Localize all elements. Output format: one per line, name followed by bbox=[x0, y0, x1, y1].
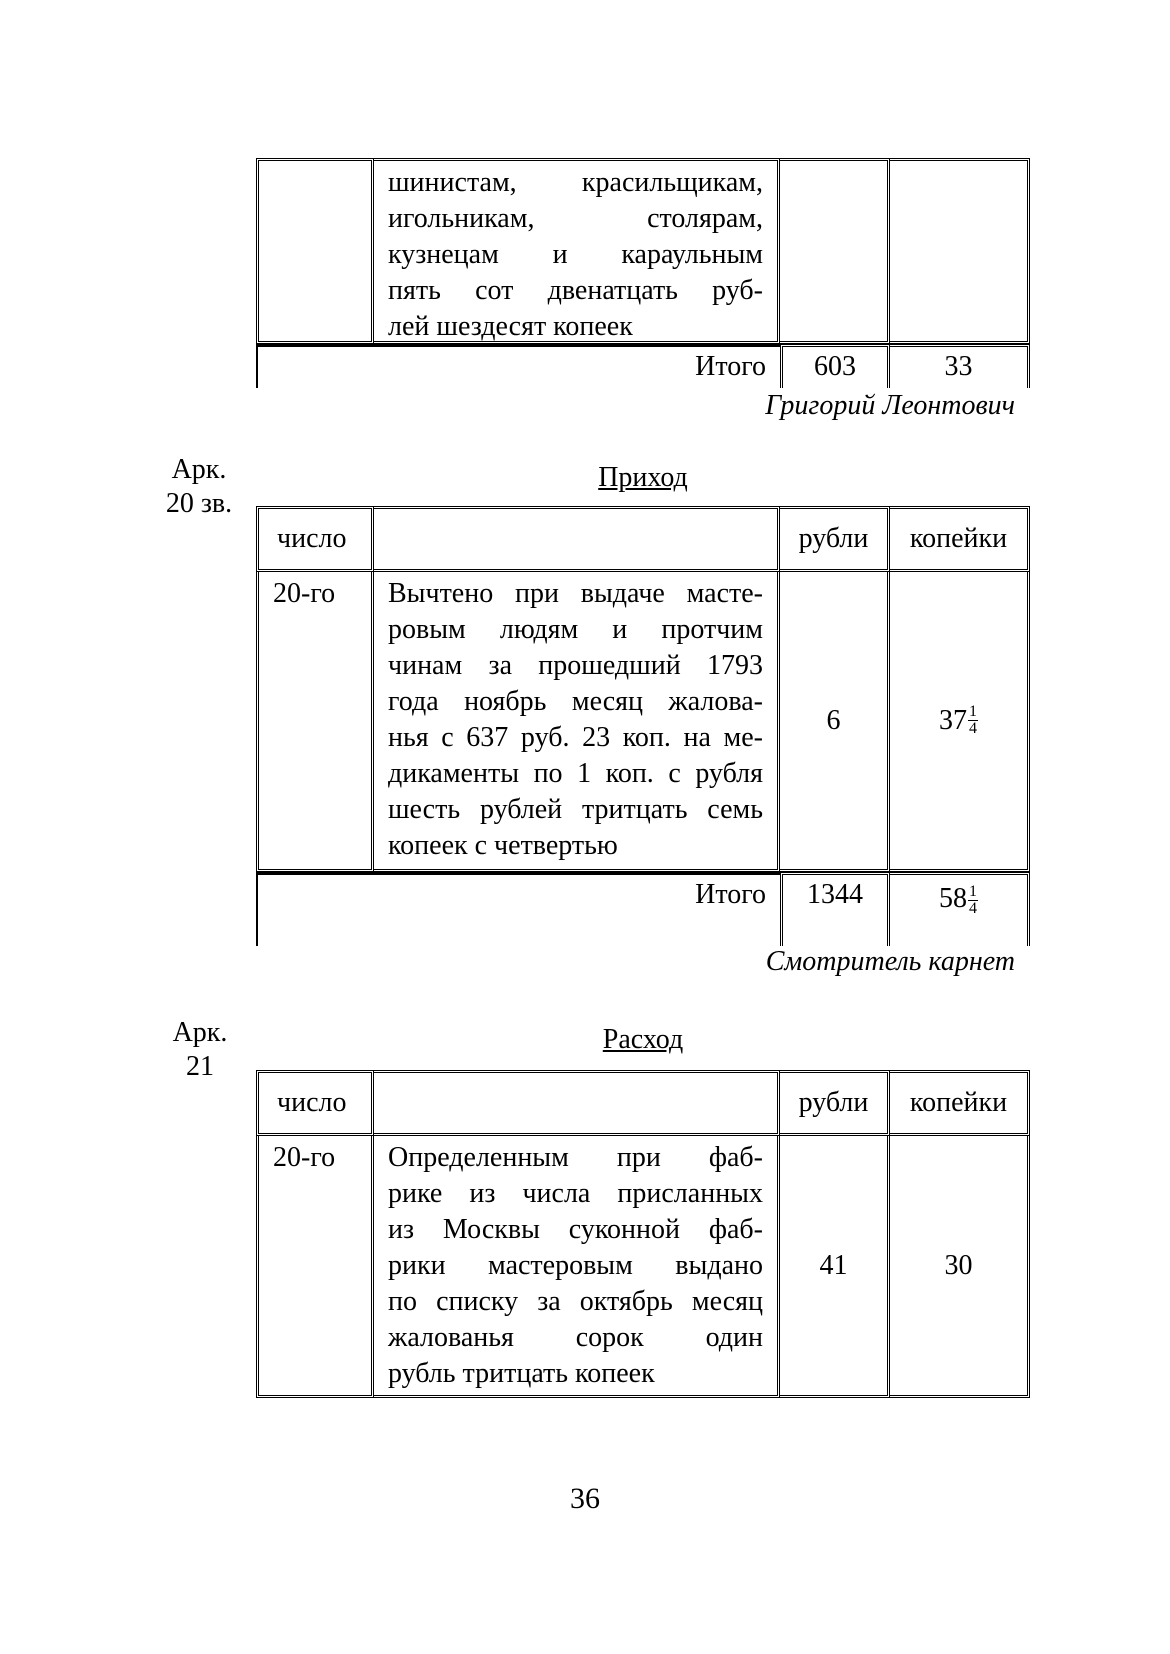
top-ledger-table bbox=[256, 158, 1032, 388]
archive-ref bbox=[154, 453, 244, 521]
kopecks-cell bbox=[890, 1136, 1030, 1398]
table-row bbox=[256, 158, 1032, 344]
description-line: года ноябрь месяц жалова- bbox=[388, 686, 763, 717]
total-kopecks-value: 58 bbox=[939, 883, 967, 914]
table-row bbox=[256, 572, 1032, 872]
description-line: шесть рублей тритцать семь bbox=[388, 794, 763, 825]
description-cell bbox=[374, 158, 780, 344]
description-line: пять сот двенатцать руб- bbox=[388, 275, 763, 306]
description-line: по списку за октябрь месяц bbox=[388, 1286, 763, 1317]
fraction-denominator: 4 bbox=[969, 900, 977, 918]
total-rubles: 603 bbox=[780, 344, 890, 388]
header-rubles: рубли bbox=[780, 506, 890, 572]
rubles-cell bbox=[780, 1136, 890, 1398]
description-cell bbox=[374, 1136, 780, 1398]
total-rubles: 1344 bbox=[780, 872, 890, 946]
kopecks-value: 30 bbox=[944, 1249, 973, 1281]
section-title: Приход bbox=[598, 462, 688, 493]
section-title: Расход bbox=[602, 1024, 684, 1055]
table-header-row bbox=[256, 1070, 1032, 1136]
total-label: Итого bbox=[256, 872, 780, 946]
header-date: число bbox=[256, 1070, 374, 1136]
kopecks-cell bbox=[890, 158, 1030, 344]
expense-ledger-table bbox=[256, 1070, 1032, 1398]
archive-ref-line: Арк. bbox=[172, 1017, 228, 1048]
description-line: копеек с четвертью bbox=[388, 830, 618, 861]
page-number: 36 bbox=[570, 1482, 600, 1515]
fraction-denominator: 4 bbox=[969, 720, 977, 737]
rubles-cell bbox=[780, 572, 890, 872]
description-line: жалованья сорок один bbox=[388, 1322, 763, 1353]
total-kopecks bbox=[890, 872, 1030, 946]
description-line: Определенным при фаб- bbox=[388, 1142, 763, 1173]
total-row bbox=[256, 872, 1032, 946]
description-cell bbox=[374, 572, 780, 872]
rubles-cell bbox=[780, 158, 890, 344]
description-line: нья с 637 руб. 23 коп. на ме- bbox=[388, 722, 763, 753]
header-rubles: рубли bbox=[780, 1070, 890, 1136]
income-ledger-table bbox=[256, 506, 1032, 946]
archive-ref-line: 20 зв. bbox=[165, 488, 233, 519]
header-kopecks: копейки bbox=[890, 506, 1030, 572]
table-header-row bbox=[256, 506, 1032, 572]
header-date: число bbox=[256, 506, 374, 572]
description-line: рике из числа присланных bbox=[388, 1178, 763, 1209]
header-description bbox=[374, 1070, 780, 1136]
fraction-numerator: 1 bbox=[969, 883, 977, 901]
description-line: лей шездесят копеек bbox=[388, 311, 633, 342]
total-row bbox=[256, 344, 1032, 388]
description-line: игольникам, столярам, bbox=[388, 203, 763, 234]
header-description bbox=[374, 506, 780, 572]
date-cell bbox=[256, 158, 374, 344]
description-line: рубль тритцать копеек bbox=[388, 1358, 655, 1389]
rubles-value: 41 bbox=[819, 1249, 848, 1281]
description-line: ровым людям и протчим bbox=[388, 614, 763, 645]
description-line: Вычтено при выдаче масте- bbox=[388, 578, 763, 609]
header-kopecks: копейки bbox=[890, 1070, 1030, 1136]
fraction-numerator: 1 bbox=[969, 703, 977, 720]
rubles-value: 6 bbox=[826, 704, 841, 736]
archive-ref-line: Арк. bbox=[171, 454, 227, 485]
date-cell: 20-го bbox=[256, 1136, 374, 1398]
description-line: дикаменты по 1 коп. с рубля bbox=[388, 758, 763, 789]
total-label: Итого bbox=[256, 344, 780, 388]
archive-ref bbox=[160, 1016, 240, 1084]
signature: Григорий Леонтович bbox=[765, 390, 1015, 421]
description-line: шинистам, красильщикам, bbox=[388, 167, 763, 198]
archive-ref-line: 21 bbox=[186, 1051, 214, 1082]
description-line: чинам за прошедший 1793 bbox=[388, 650, 763, 681]
signature: Смотритель карнет bbox=[765, 946, 1015, 977]
fraction-quarter bbox=[968, 704, 978, 737]
total-kopecks: 33 bbox=[890, 344, 1030, 388]
table-row bbox=[256, 1136, 1032, 1398]
date-cell: 20-го bbox=[256, 572, 374, 872]
description-line: из Москвы суконной фаб- bbox=[388, 1214, 763, 1245]
description-line: кузнецам и караульным bbox=[388, 239, 763, 270]
description-line: рики мастеровым выдано bbox=[388, 1250, 763, 1281]
kopecks-value: 37 bbox=[939, 704, 967, 736]
fraction-quarter bbox=[968, 884, 978, 917]
kopecks-cell bbox=[890, 572, 1030, 872]
